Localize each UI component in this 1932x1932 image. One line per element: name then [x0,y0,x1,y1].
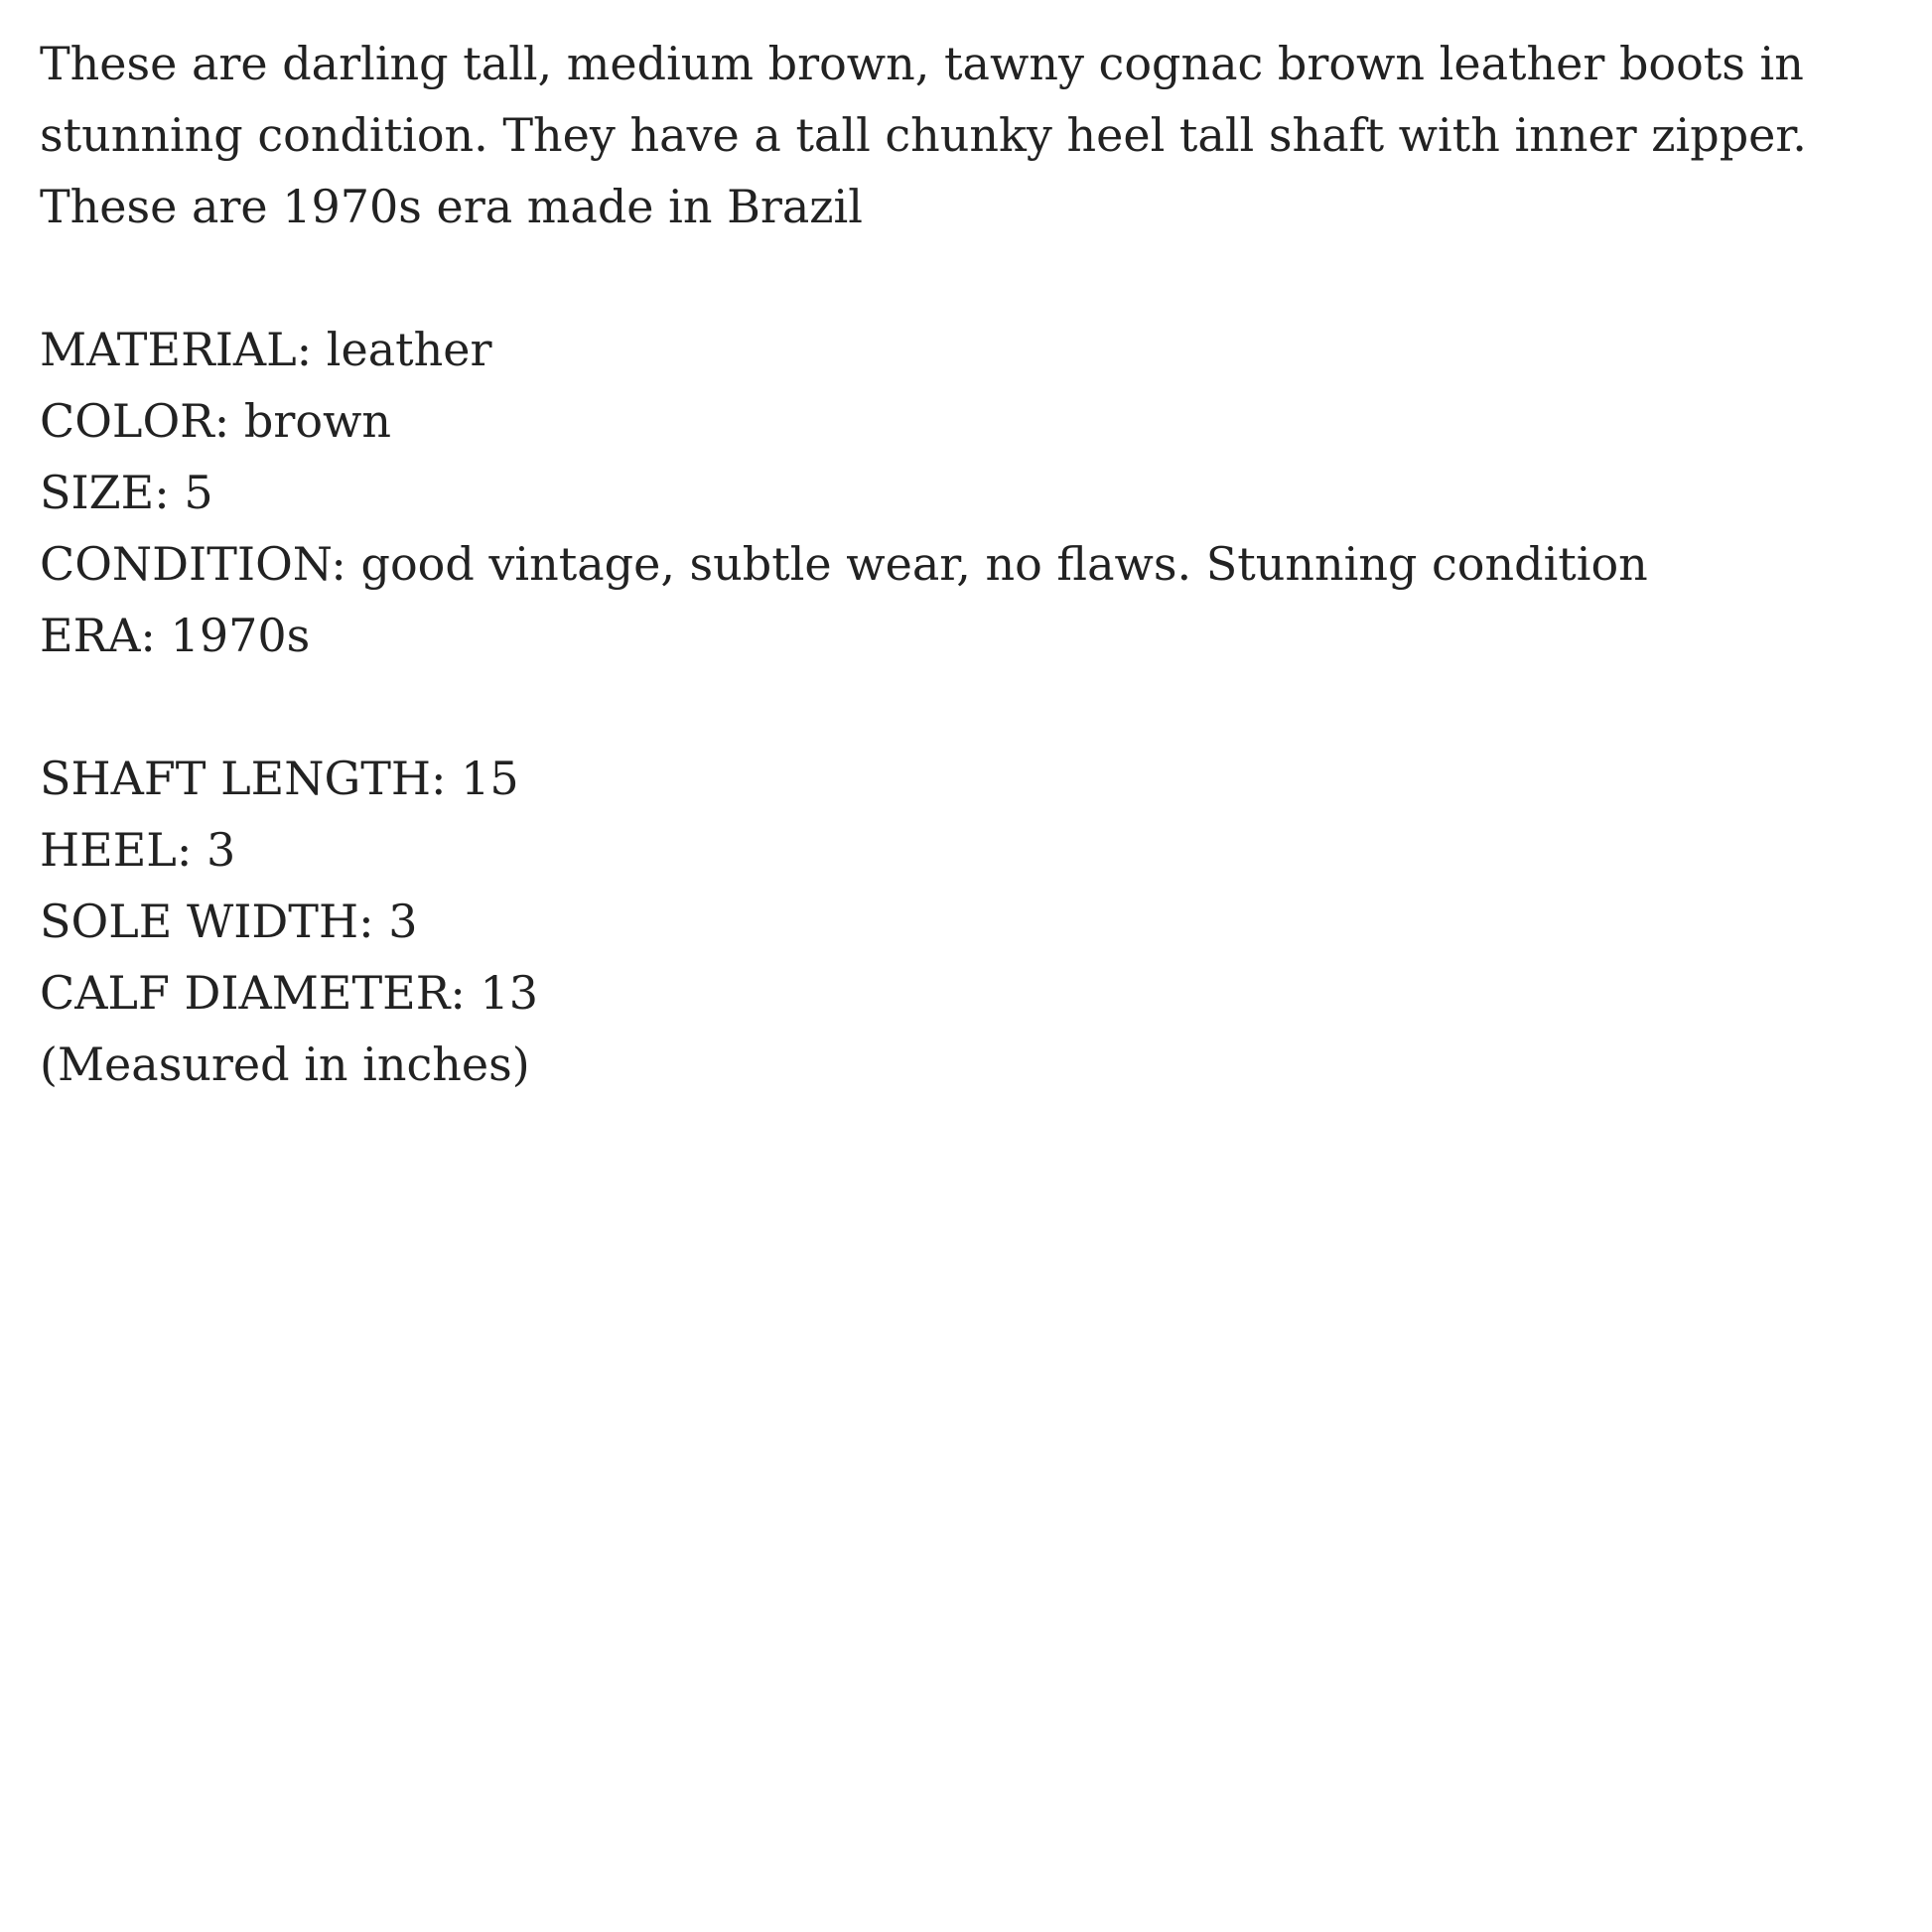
product-description [40,28,1906,1100]
detail-condition: CONDITION: good vintage, subtle wear, no flaws. Stunning condition [40,537,1648,591]
detail-material: MATERIAL: leather [40,323,492,376]
detail-size: SIZE: 5 [40,466,213,519]
measurement-heel: HEEL: 3 [40,823,236,877]
detail-color: COLOR: brown [40,394,392,448]
measurement-sole-width: SOLE WIDTH: 3 [40,895,418,948]
detail-era: ERA: 1970s [40,609,311,662]
description-intro: These are darling tall, medium brown, tawny cognac brown leather boots in stunning condition. They have a tall chunky heel tall shaft with inner zipper. These are 1970s era made in Brazil [40,37,1807,233]
measurement-calf-diameter: CALF DIAMETER: 13 [40,966,539,1020]
paragraph-spacer [40,671,1906,743]
measurement-units-note: (Measured in inches) [40,1037,530,1091]
paragraph-spacer [40,242,1906,314]
measurement-shaft-length: SHAFT LENGTH: 15 [40,752,519,805]
